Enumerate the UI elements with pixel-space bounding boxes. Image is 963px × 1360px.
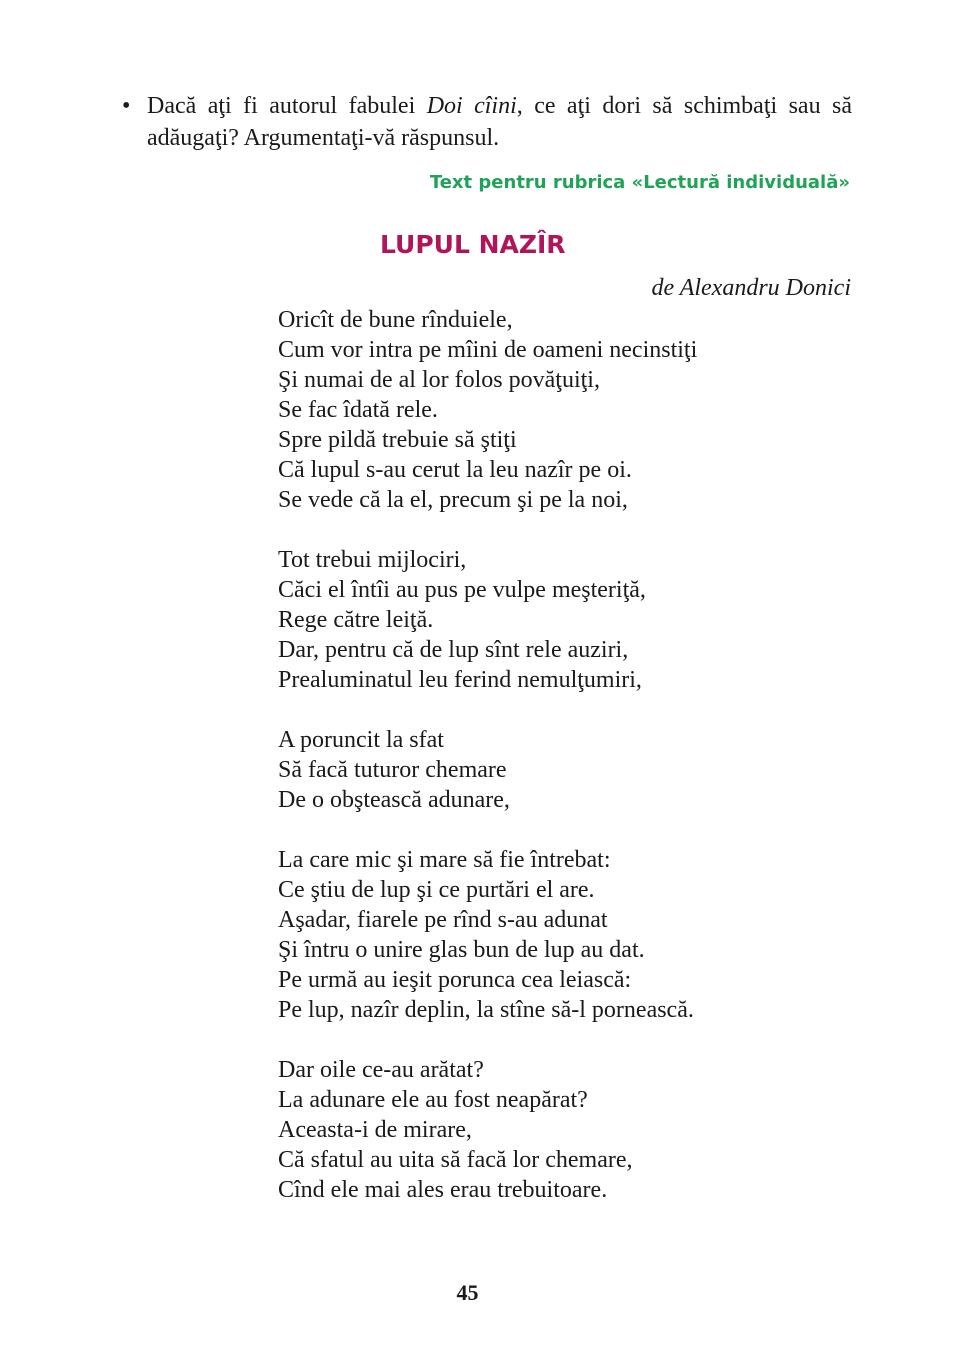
poem-line: Dar, pentru că de lup sînt rele auziri, [278, 637, 629, 663]
poem-line: De o obştească adunare, [278, 787, 510, 813]
poem-line: Că sfatul au uita să facă lor chemare, [278, 1147, 633, 1173]
stanza [278, 305, 697, 515]
poem-line: Ce ştiu de lup şi ce purtări el are. [278, 877, 595, 903]
poem-title: LUPUL NAZÎR [380, 230, 566, 259]
poem-line: Dar oile ce-au arătat? [278, 1057, 484, 1083]
poem-line: Cînd ele mai ales erau trebuitoare. [278, 1177, 608, 1203]
poem-line: Cum vor intra pe mîini de oameni necinstiţi [278, 337, 698, 363]
poem-line: Căci el întîi au pus pe vulpe meşteriţă, [278, 577, 646, 603]
question-text-before: Dacă aţi fi autorul fabulei [147, 93, 427, 119]
poem-line: Pe lup, nazîr deplin, la stîne să-l pornească. [278, 997, 694, 1023]
poem-line: La adunare ele au fost neapărat? [278, 1087, 588, 1113]
poem-line: A poruncit la sfat [278, 727, 444, 753]
stanza [278, 845, 697, 1025]
poem-body [278, 305, 697, 1235]
poem-line: Se vede că la el, precum şi pe la noi, [278, 487, 628, 513]
rubric-heading: Text pentru rubrica «Lectură individuală» [429, 172, 850, 193]
poem-line: Să facă tuturor chemare [278, 757, 507, 783]
assignment-question [122, 90, 852, 154]
poem-line: Tot trebui mijlociri, [278, 547, 467, 573]
poem-line: Şi numai de al lor folos povăţuiţi, [278, 367, 600, 393]
poem-line: Rege către leiţă. [278, 607, 434, 633]
stanza [278, 725, 697, 815]
question-text [147, 90, 852, 154]
poem-line: Aceasta-i de mirare, [278, 1117, 472, 1143]
stanza [278, 1055, 697, 1205]
fable-title: Doi cîini [426, 93, 517, 119]
page-number: 45 [456, 1280, 479, 1305]
poem-line: Aşadar, fiarele pe rînd s-au adunat [278, 907, 608, 933]
poem-line: Pe urmă au ieşit porunca cea leiască: [278, 967, 632, 993]
poem-line: Şi întru o unire glas bun de lup au dat. [278, 937, 645, 963]
poem-line: Că lupul s-au cerut la leu nazîr pe oi. [278, 457, 632, 483]
bullet-icon: • [122, 93, 131, 119]
poem-line: Spre pildă trebuie să ştiţi [278, 427, 517, 453]
poem-line: La care mic şi mare să fie întrebat: [278, 847, 611, 873]
poem-line: Prealuminatul leu ferind nemulţumiri, [278, 667, 642, 693]
stanza [278, 545, 697, 695]
poem-author: de Alexandru Donici [651, 275, 851, 301]
poem-line: Oricît de bune rînduiele, [278, 307, 513, 333]
poem-line: Se fac îdată rele. [278, 397, 438, 423]
question-text-after: , ce aţi dori să schimbaţi sau să adăugaţi? Argumentaţi-vă răspunsul. [147, 93, 853, 151]
